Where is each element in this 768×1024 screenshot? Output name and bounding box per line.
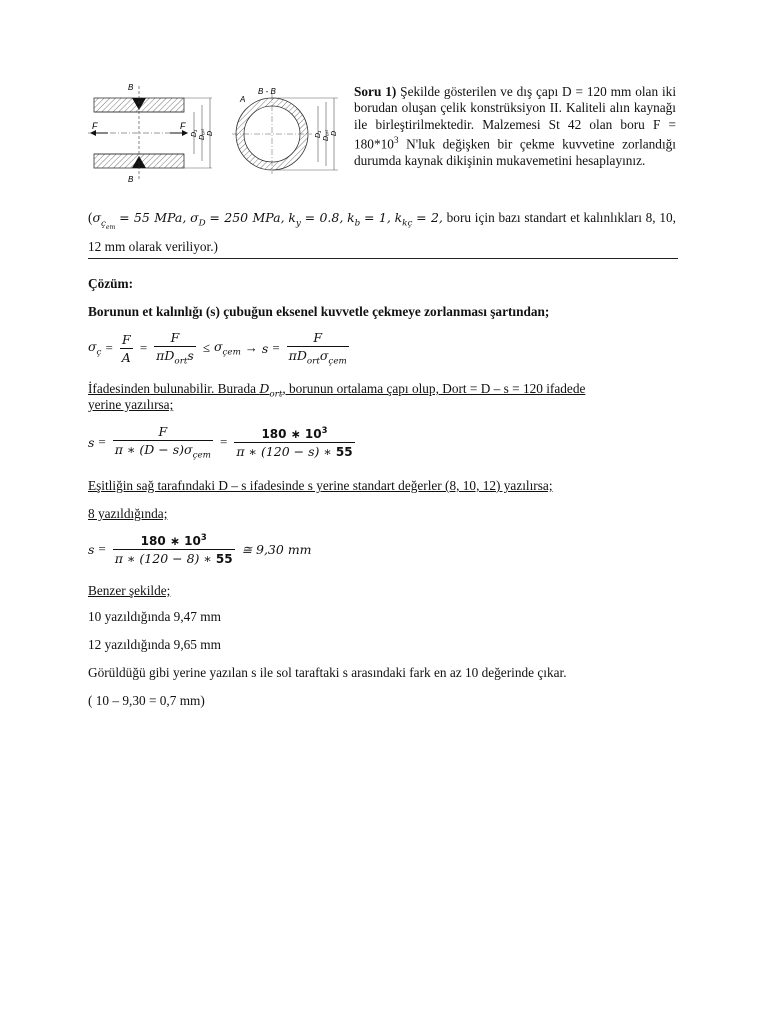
- svg-text:D: D: [331, 130, 338, 136]
- svg-text:D₁: D₁: [191, 129, 198, 137]
- paragraph-8: ( 10 – 9,30 = 0,7 mm): [88, 693, 205, 708]
- svg-text:Dₒᵣₜ: Dₒᵣₜ: [323, 129, 330, 141]
- weld-figure: [88, 80, 348, 186]
- section-title: B - B: [258, 87, 276, 96]
- given-values: ($\sigma_{ç_{em}} = 55$ MPa, $\sigma_D = 250$ MPa, $k_y = 0.8$, $k_b = 1$, $k_{kç} = 2$, boru için bazı standart et kalınlıkları 8, 10, 12 mm olarak veriliyor.): [88, 210, 676, 255]
- paragraph-1: İfadesinden bulunabilir. Burada $D_{ort}$, borunun ortalama çapı olup, Dort = D – s = 120 ifadede: [88, 381, 586, 400]
- given-sigma-d: = 250 MPa,: [209, 210, 285, 225]
- pipe-longitudinal-view: [88, 83, 214, 184]
- given-sigma-em: = 55 MPa,: [119, 210, 187, 225]
- paragraph-6: 12 yazıldığında 9,65 mm: [88, 637, 221, 652]
- solution-heading: Çözüm:: [88, 276, 134, 291]
- separator-line: [88, 258, 678, 259]
- equation-1: $\sigma_ç$ = $\frac{F}{A}$ = $\frac{F}{\pi D_{ort}s}$ ≤ $\sigma_{çem}$ → s = $\frac{F}{\pi D_{ort}\sigma_{çem}}$: [88, 330, 347, 367]
- pipe-cross-section: [232, 87, 338, 174]
- paragraph-2: Eşitliğin sağ tarafındaki D – s ifadesinde s yerine standart değerler (8, 10, 12) yazılırsa;: [88, 478, 553, 493]
- question-body-end: N'luk değişken bir çekme kuvvetine zorlandığı durumda kaynak dikişinin mukavemetini hesaplayınız.: [354, 136, 676, 168]
- svg-text:D₁: D₁: [315, 130, 322, 138]
- paragraph-5: 10 yazıldığında 9,47 mm: [88, 609, 221, 624]
- paragraph-4: Benzer şekilde;: [88, 583, 171, 598]
- section-mark-bottom: B: [128, 175, 134, 184]
- question-exponent: 3: [393, 135, 399, 146]
- svg-text:D: D: [207, 130, 214, 136]
- equation-3-result: ≅ 9,30 mm: [241, 541, 312, 557]
- force-right-label: F: [180, 121, 186, 131]
- given-kkc: = 2,: [416, 210, 443, 225]
- paragraph-7: Görüldüğü gibi yerine yazılan s ile sol taraftaki s arasındaki fark en az 10 değerinde çıkar.: [88, 665, 567, 680]
- question-label: Soru 1): [354, 84, 397, 99]
- paragraph-3: 8 yazıldığında;: [88, 506, 168, 521]
- equation-2: s = $\frac{F}{\pi ∗ (D - s)\sigma_{çem}}$ = $\frac{180 ∗ 10^3}{\pi ∗ (120 - s) ∗ 55}$: [88, 424, 353, 461]
- force-left-label: F: [92, 121, 98, 131]
- given-ky: = 0.8,: [304, 210, 344, 225]
- question-text: [354, 84, 676, 169]
- point-a-label: A: [240, 95, 246, 104]
- svg-text:Dₒᵣₜ: Dₒᵣₜ: [199, 128, 206, 140]
- section-mark-top: B: [128, 83, 134, 92]
- equation-3: s = $\frac{180 ∗ 10^3}{\pi ∗ (120 - 8) ∗ 55}$ ≅ 9,30 mm: [88, 532, 312, 566]
- paragraph-1-cont: yerine yazılırsa;: [88, 397, 174, 412]
- question-body: Şekilde gösterilen ve dış çapı D = 120 mm olan iki borudan oluşan çelik konstrüksiyon II. Kaliteli alın kaynağı ile birleştirilmektedir. Malzemesi St 42 olan boru F = 180*10: [354, 84, 677, 152]
- solution-subheading: Borunun et kalınlığı (s) çubuğun eksenel kuvvetle çekmeye zorlanması şartından;: [88, 304, 550, 319]
- given-rest: boru için bazı standart et kalınlıkları 8, 10, 12 mm olarak veriliyor.): [88, 210, 676, 255]
- given-kb: = 1,: [364, 210, 391, 225]
